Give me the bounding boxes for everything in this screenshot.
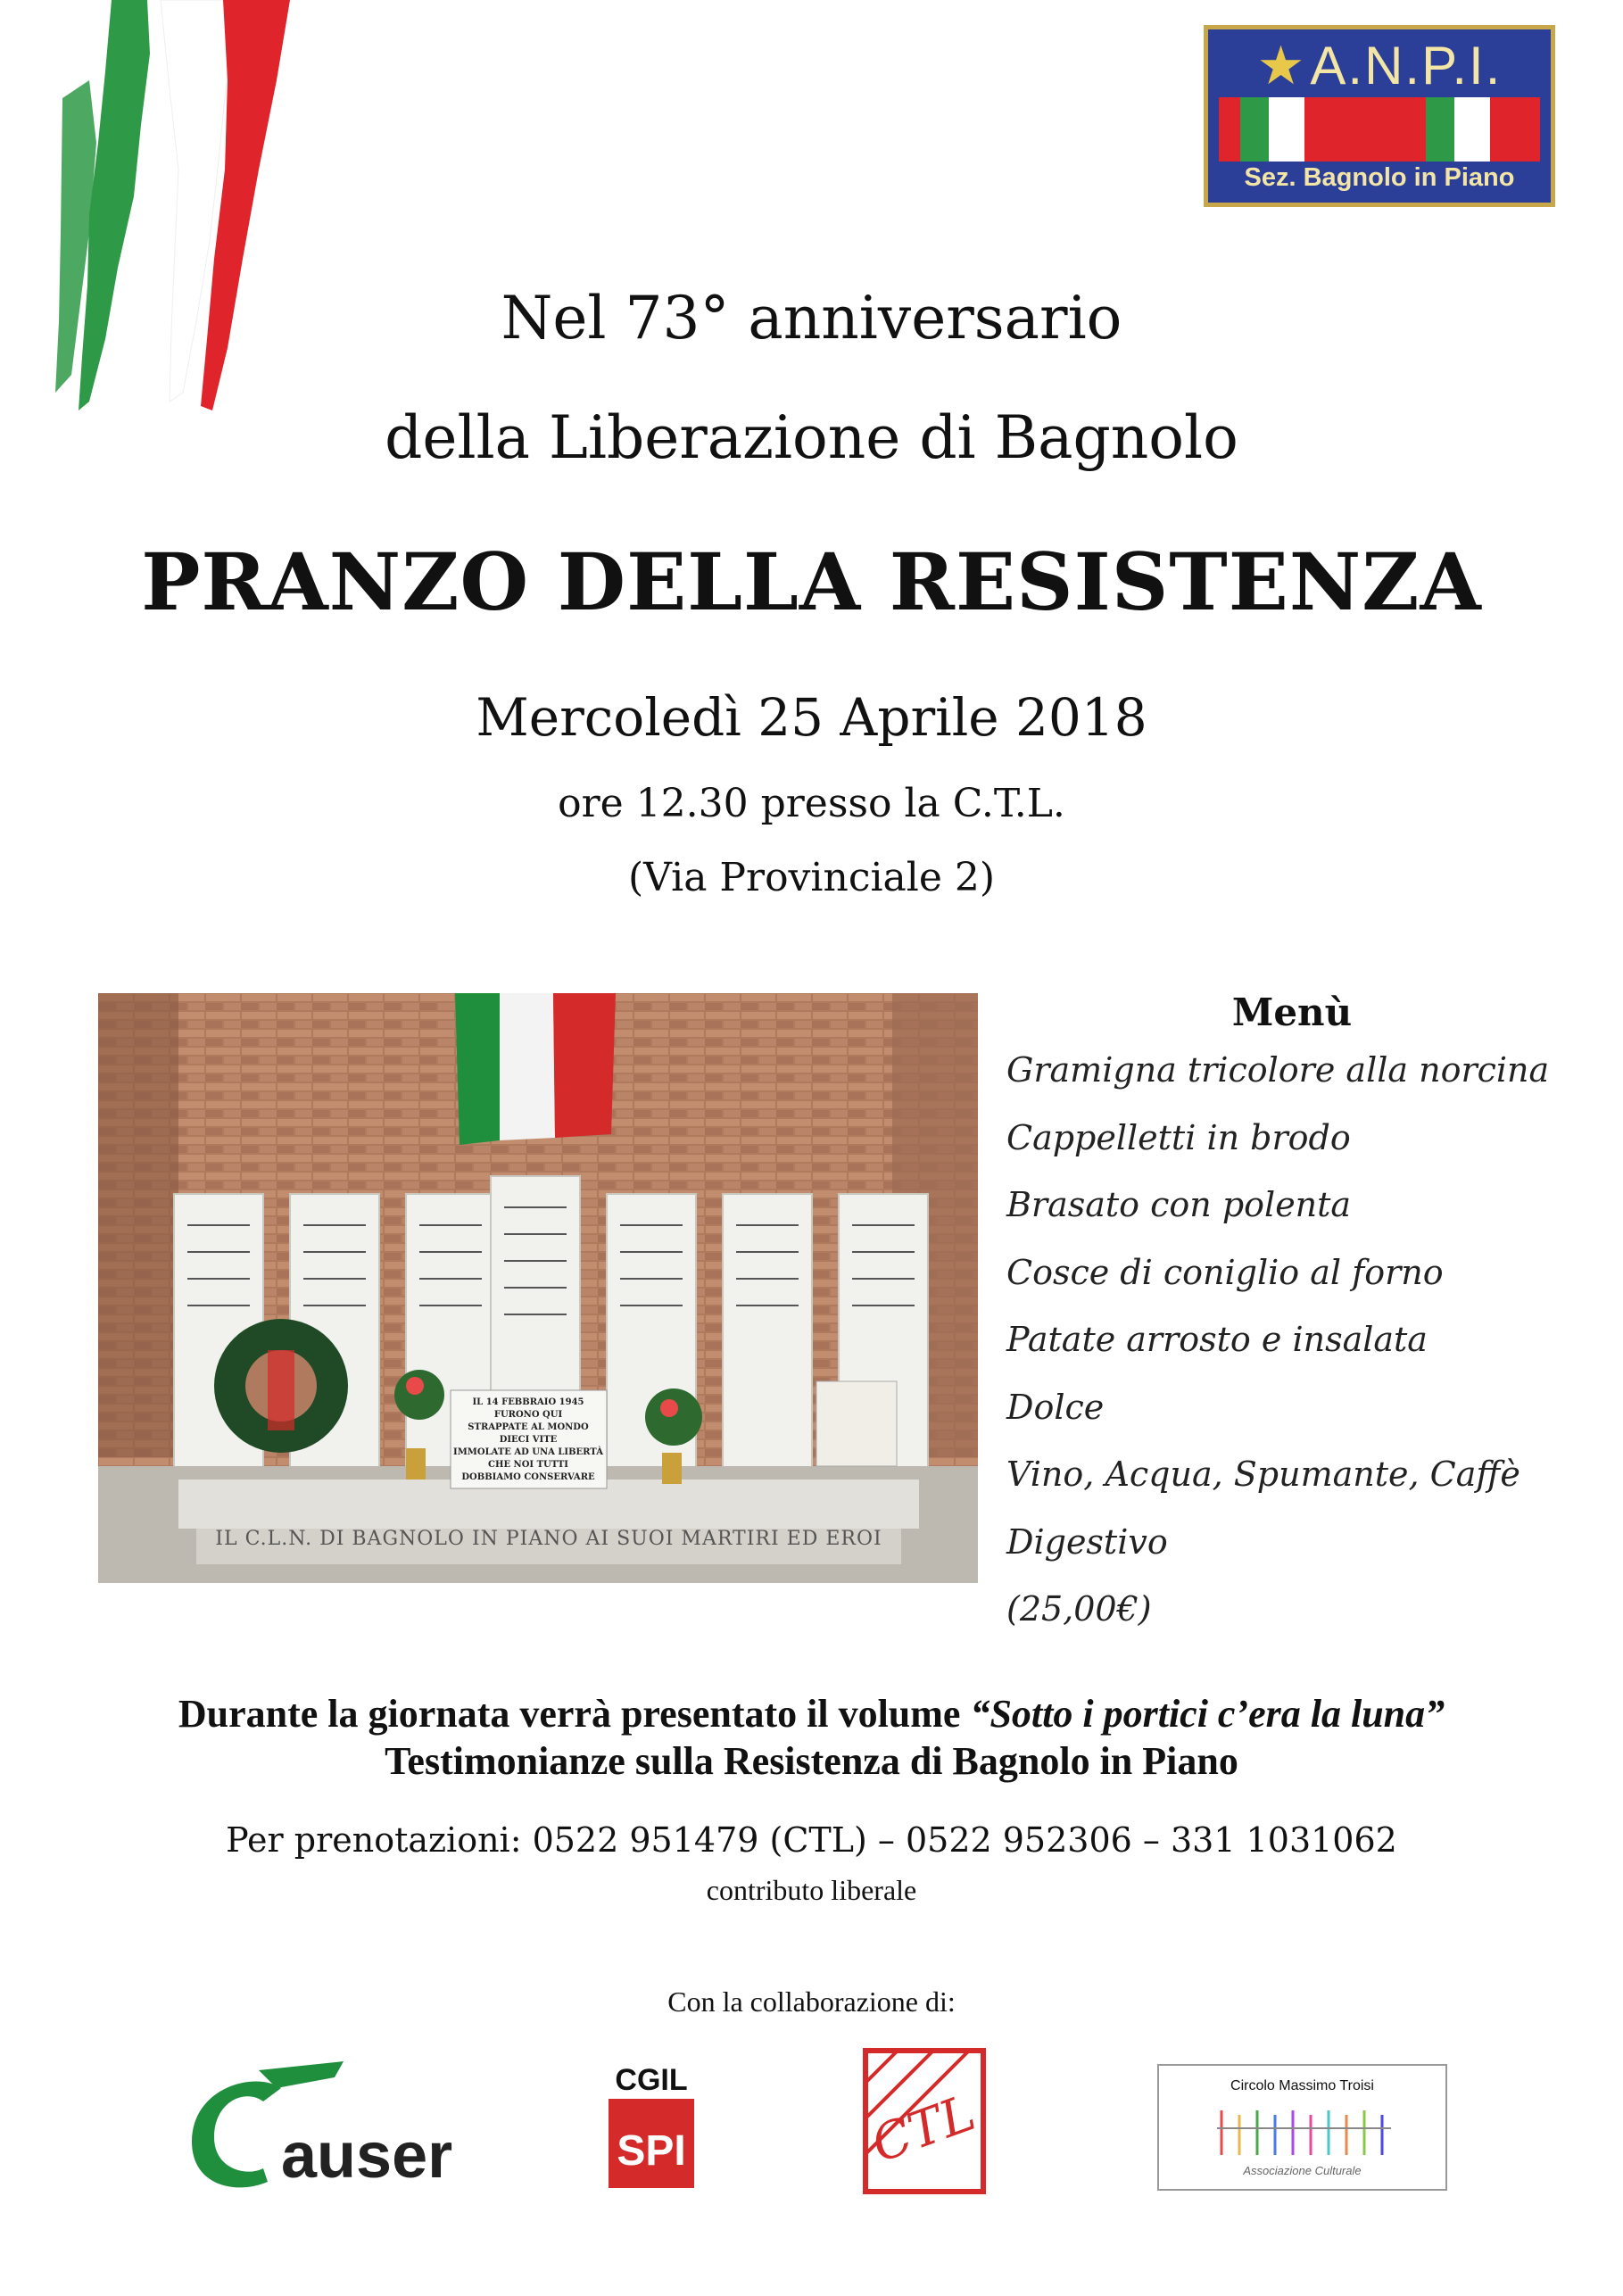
plaque-line-3: STRAPPATE AL MONDO bbox=[468, 1422, 589, 1432]
plaque-line-1: IL 14 FEBBRAIO 1945 bbox=[472, 1397, 584, 1407]
auser-logo-text: auser bbox=[281, 2120, 453, 2192]
ctl-logo bbox=[862, 2047, 987, 2195]
menu-item: Cosce di coniglio al forno bbox=[1006, 1252, 1444, 1292]
menu-item: Vino, Acqua, Spumante, Caffè bbox=[1006, 1455, 1520, 1494]
plaque-line-6: CHE NOI TUTTI bbox=[488, 1460, 568, 1470]
book-announcement-text: Durante la giornata verrà presentato il volume bbox=[178, 1692, 971, 1736]
anpi-logo-subtitle: Sez. Bagnolo in Piano bbox=[1244, 163, 1515, 192]
troisi-figures-icon bbox=[1213, 2101, 1395, 2159]
event-time-place: ore 12.30 presso la C.T.L. bbox=[558, 781, 1065, 826]
spi-text: SPI bbox=[617, 2127, 686, 2175]
booking-note: contributo liberale bbox=[706, 1874, 917, 1906]
menu-item: Brasato con polenta bbox=[1006, 1185, 1352, 1224]
memorial-inscription: IL C.L.N. DI BAGNOLO IN PIANO AI SUOI MARTIRI ED EROI bbox=[215, 1528, 882, 1550]
ctl-text: CTL bbox=[864, 2084, 983, 2175]
event-date: Mercoledì 25 Aprile 2018 bbox=[476, 687, 1147, 748]
heading-line-2: della Liberazione di Bagnolo bbox=[385, 403, 1238, 472]
memorial-photo bbox=[98, 993, 978, 1583]
menu bbox=[1006, 991, 1577, 1650]
star-icon: ★ bbox=[1256, 36, 1307, 95]
anpi-title-text: A.N.P.I. bbox=[1310, 36, 1503, 95]
menu-item: Patate arrosto e insalata bbox=[1006, 1320, 1428, 1359]
cgil-spi-logo bbox=[607, 2056, 696, 2190]
troisi-tagline: Associazione Culturale bbox=[1243, 2164, 1362, 2177]
book-announcement bbox=[0, 1691, 1623, 1737]
menu-title: Menù bbox=[1231, 991, 1353, 1034]
auser-logo bbox=[174, 2052, 482, 2195]
plaque-line-5: IMMOLATE AD UNA LIBERTÀ bbox=[453, 1447, 603, 1457]
menu-item: Dolce bbox=[1006, 1387, 1105, 1427]
event-address: (Via Provinciale 2) bbox=[627, 855, 996, 900]
book-subtitle: Testimonianze sulla Resistenza di Bagnolo in Piano bbox=[385, 1739, 1238, 1783]
menu-item: Cappelletti in brodo bbox=[1006, 1117, 1351, 1157]
anpi-logo-title bbox=[1208, 35, 1551, 97]
plaque-line-4: DIECI VITE bbox=[499, 1435, 558, 1445]
booking-phones: Per prenotazioni: 0522 951479 (CTL) – 0522 952306 – 331 1031062 bbox=[226, 1820, 1397, 1860]
plaque-line-7: DOBBIAMO CONSERVARE bbox=[461, 1472, 595, 1482]
circolo-troisi-logo bbox=[1157, 2064, 1447, 2191]
plaque-line-2: FURONO QUI bbox=[493, 1410, 563, 1420]
book-title: “Sotto i portici c’era la luna” bbox=[970, 1692, 1445, 1736]
page-title: PRANZO DELLA RESISTENZA bbox=[141, 535, 1482, 628]
heading-line-1: Nel 73° anniversario bbox=[501, 284, 1122, 352]
anpi-flag-stripes bbox=[1219, 97, 1540, 162]
collaboration-label: Con la collaborazione di: bbox=[667, 1985, 956, 2018]
anpi-logo bbox=[1204, 25, 1555, 207]
tricolor-brush-decoration bbox=[36, 0, 303, 419]
cgil-text: CGIL bbox=[615, 2063, 688, 2097]
menu-item: Gramigna tricolore alla norcina bbox=[1006, 1050, 1550, 1090]
menu-item: Digestivo bbox=[1006, 1521, 1168, 1562]
troisi-name: Circolo Massimo Troisi bbox=[1230, 2078, 1374, 2093]
menu-price: (25,00€) bbox=[1006, 1589, 1152, 1629]
